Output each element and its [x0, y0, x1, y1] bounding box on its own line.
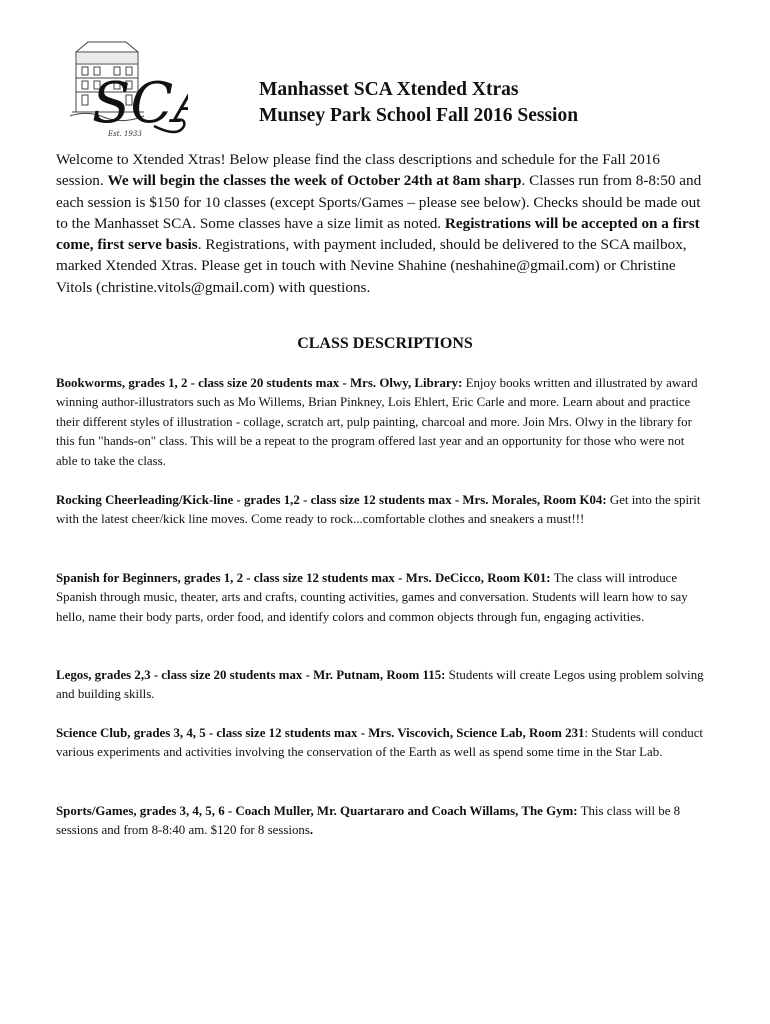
intro-text-1: Welcome to Xtended Xtras! Below please find the class descriptions and schedule for the Fall 2016 session. — [56, 151, 660, 190]
class-entry-science-club — [56, 724, 704, 763]
document-title — [259, 77, 578, 129]
class-description: Get into the spirit with the latest cheer/kick line moves. Come ready to rock...comfortable clothes and sneakers a must!!! — [56, 493, 701, 527]
title-line-1: Manhasset SCA Xtended Xtras — [259, 79, 519, 100]
class-header: Legos, grades 2,3 - class size 20 students max - Mr. Putnam, Room 115: — [56, 668, 446, 682]
intro-text-3: . Registrations, with payment included, should be delivered to the SCA mailbox, marked Xtended Xtras. Please get in touch with Nevine Shahine (neshahine@gmail.com) or Christine Vitols (christine.vitols@gmail.com) with questions. — [56, 236, 687, 296]
section-heading: CLASS DESCRIPTIONS — [297, 335, 473, 352]
class-entry-sports-games — [56, 802, 704, 841]
logo-established: Est. 1933 — [108, 130, 142, 138]
class-description: This class will be 8 sessions and from 8-8:40 am. $120 for 8 sessions — [56, 804, 681, 838]
intro-paragraph — [56, 149, 706, 298]
class-header: Rocking Cheerleading/Kick-line - grades 1,2 - class size 12 students max - Mrs. Morales, Room K04: — [56, 493, 607, 507]
class-description: : Students will conduct various experiments and activities involving the conservation of the Earth as well as spend some time in the Star Lab. — [56, 726, 703, 760]
sca-logo-graphic — [68, 34, 188, 142]
intro-text-2: . Classes run from 8-8:50 and each session is $150 for 10 classes (except Sports/Games – please see below). Checks should be made out to the Manhasset SCA. Some classes have a size limit as noted. — [56, 172, 702, 232]
title-line-2: Munsey Park School Fall 2016 Session — [259, 105, 579, 126]
intro-start-date: We will begin the classes the week of October 24th at 8am sharp — [107, 172, 522, 190]
class-description: The class will introduce Spanish through music, theater, arts and crafts, counting activities, games and conversation. Students will learn how to say hello, name their body parts, order food, and identify colors and common objects through fun, engaging activities. — [56, 571, 688, 624]
class-entry-bookworms — [56, 374, 704, 471]
class-entry-legos — [56, 666, 704, 705]
class-description-end: . — [309, 823, 314, 838]
class-description: Enjoy books written and illustrated by award winning author-illustrators such as Mo Willems, Brian Pinkney, Lois Ehlert, Eric Carle and more. Learn about and practice their different styles of illustration - collage, scratch art, pulp painting, charcoal and more. Join Mrs. Olwy in the library for this fun "hands-on" class. This will be a repeat to the program offered last year and an opportunity for those who were not able to take the class. — [56, 376, 698, 468]
class-header: Sports/Games, grades 3, 4, 5, 6 - Coach Muller, Mr. Quartararo and Coach Willams, The Gym: — [56, 804, 578, 818]
sca-logo — [68, 34, 188, 142]
class-description: Students will create Legos using problem solving and building skills. — [56, 668, 704, 702]
building-shade — [77, 53, 137, 63]
class-header: Bookworms, grades 1, 2 - class size 20 students max - Mrs. Olwy, Library: — [56, 376, 463, 390]
class-entry-spanish — [56, 569, 704, 627]
class-header: Science Club, grades 3, 4, 5 - class size 12 students max - Mrs. Viscovich, Science Lab, Room 231 — [56, 726, 585, 740]
class-entry-cheerleading — [56, 491, 704, 530]
class-header: Spanish for Beginners, grades 1, 2 - class size 12 students max - Mrs. DeCicco, Room K01: — [56, 571, 551, 585]
intro-registration-rule: Registrations will be accepted on a first come, first serve basis — [56, 214, 700, 254]
logo-letters: SC — [92, 71, 174, 136]
